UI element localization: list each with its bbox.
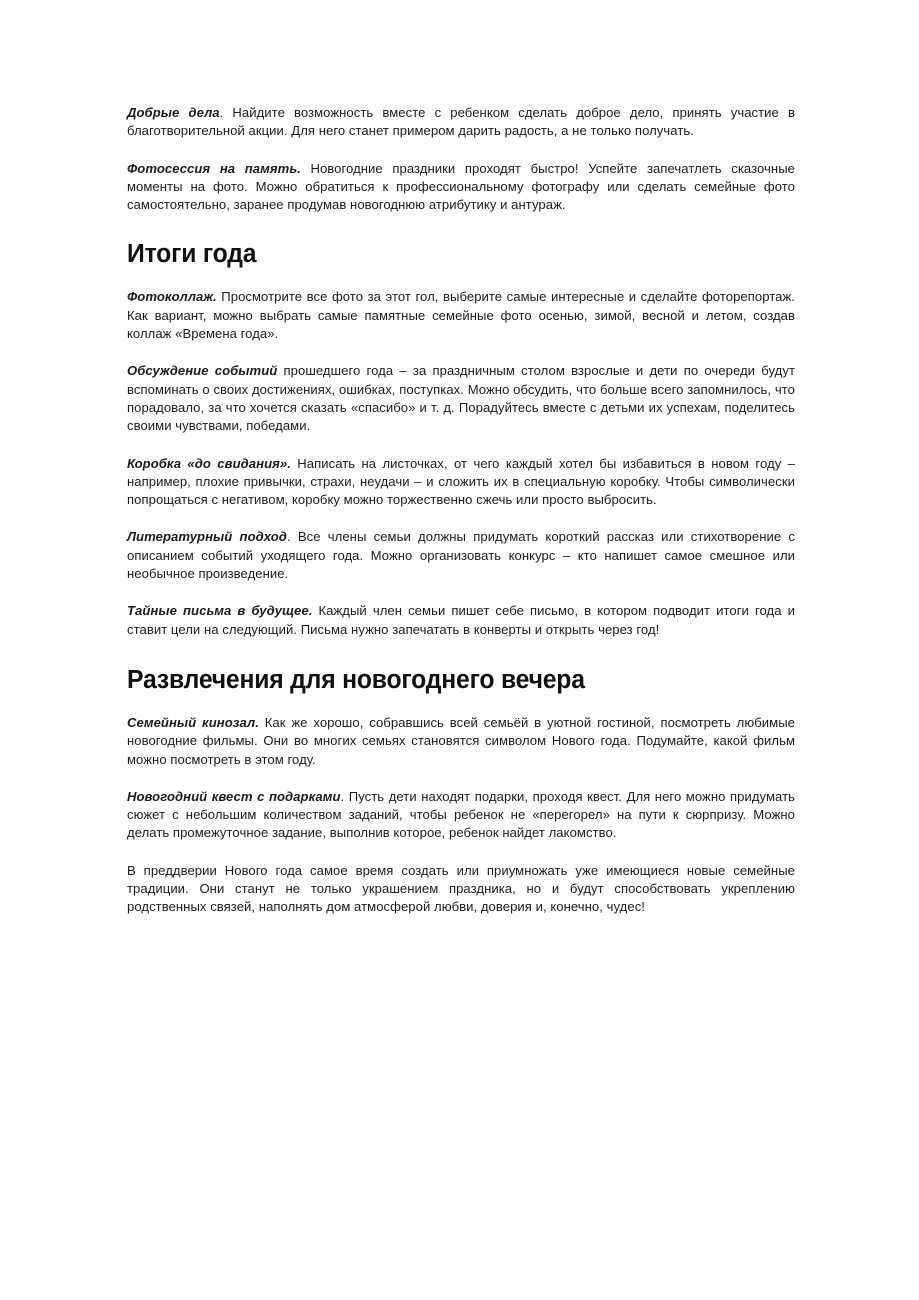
paragraph-text: В преддверии Нового года самое время создать или приумножать уже имеющиеся новые семейные традиции. Они станут не только украшением праздника, но и будут способствовать укреплению родственных связей, наполнять дом атмосферой любви, доверия и, конечно, чудес! (127, 862, 795, 915)
paragraph-lead-in: Тайные письма в будущее. (127, 603, 313, 619)
paragraph-zaklyuchenie (127, 862, 795, 917)
paragraph-lead-in: Добрые дела (127, 105, 220, 120)
paragraph-korobka-do-svidaniya (127, 455, 795, 510)
paragraph-lead-in: Коробка «до свидания». (127, 455, 291, 471)
paragraph-novogodniy-kvest (127, 788, 795, 843)
paragraph-fotokollazh (127, 288, 795, 343)
paragraph-obsuzhdenie-sobytiy (127, 362, 795, 435)
heading-text: Итоги года (127, 240, 257, 269)
paragraph-text: Каждый член семьи пишет себе письмо, в котором подводит итоги года и ставит цели на следующий. Письма нужно запечатать в конверты и открыть через год! (127, 603, 795, 637)
paragraph-taynye-pisma (127, 602, 795, 639)
paragraph-fotosessiya (127, 160, 795, 215)
paragraph-lead-in: Фотоколлаж. (127, 289, 217, 305)
document-body (127, 104, 795, 917)
paragraph-literaturnyy-podhod (127, 528, 795, 583)
paragraph-text: . Все члены семьи должны придумать короткий рассказ или стихотворение с описанием событий уходящего года. Можно организовать конкурс – кто напишет самое смешное или необычное произведение. (127, 529, 795, 582)
paragraph-text: . Пусть дети находят подарки, проходя квест. Для него можно придумать сюжет с небольшим количеством заданий, чтобы ребенок не «перегорел» на пути к сюрпризу. Можно делать промежуточное задание, выполнив которое, ребенок найдет лакомство. (127, 788, 795, 841)
paragraph-text: Новогодние праздники проходят быстро! Успейте запечатлеть сказочные моменты на фото. Можно обратиться к профессиональному фотографу или сделать семейные фото самостоятельно, заранее продумав новогоднюю атрибутику и антураж. (127, 160, 795, 213)
paragraph-dobrye-dela (127, 104, 795, 141)
paragraph-text: Написать на листочках, от чего каждый хотел бы избавиться в новом году – например, плохие привычки, страхи, неудачи – и сложить их в специальную коробку. Чтобы символически попрощаться с негативом, коробку можно торжественно сжечь или просто выбросить. (127, 455, 795, 508)
paragraph-lead-in: Новогодний квест с подарками (127, 788, 341, 804)
paragraph-text: . Найдите возможность вместе с ребенком сделать доброе дело, принять участие в благотворительной акции. Для него станет примером дарить радость, а не только получать. (127, 105, 795, 139)
paragraph-text: Как же хорошо, собравшись всей семьёй в уютной гостиной, посмотреть любимые новогодние фильмы. Они во многих семьях становятся символом Нового года. Подумайте, какой фильм можно посмотреть в этом году. (127, 714, 795, 767)
paragraph-lead-in: Фотосессия на память. (127, 160, 301, 176)
paragraph-lead-in: Семейный кинозал. (127, 714, 259, 730)
heading-text: Развлечения для новогоднего вечера (127, 665, 585, 694)
paragraph-semeynyy-kinozal (127, 714, 795, 769)
paragraph-lead-in: Обсуждение событий (127, 363, 278, 379)
heading-itogi-goda (127, 239, 795, 269)
paragraph-text: Просмотрите все фото за этот гол, выберите самые интересные и сделайте фоторепортаж. Как вариант, можно выбрать самые памятные семейные фото осенью, зимой, весной и летом, создав коллаж «Времена года». (127, 289, 795, 342)
paragraph-text: прошедшего года – за праздничным столом взрослые и дети по очереди будут вспоминать о своих достижениях, ошибках, поступках. Можно обсудить, что больше всего запомнилось, что порадовало, за что хочется сказать «спасибо» и т. д. Порадуйтесь вместе с детьми их успехам, поделитесь своими чувствами, победами. (127, 363, 795, 434)
heading-razvlecheniya (127, 665, 795, 695)
paragraph-lead-in: Литературный подход (127, 529, 287, 545)
